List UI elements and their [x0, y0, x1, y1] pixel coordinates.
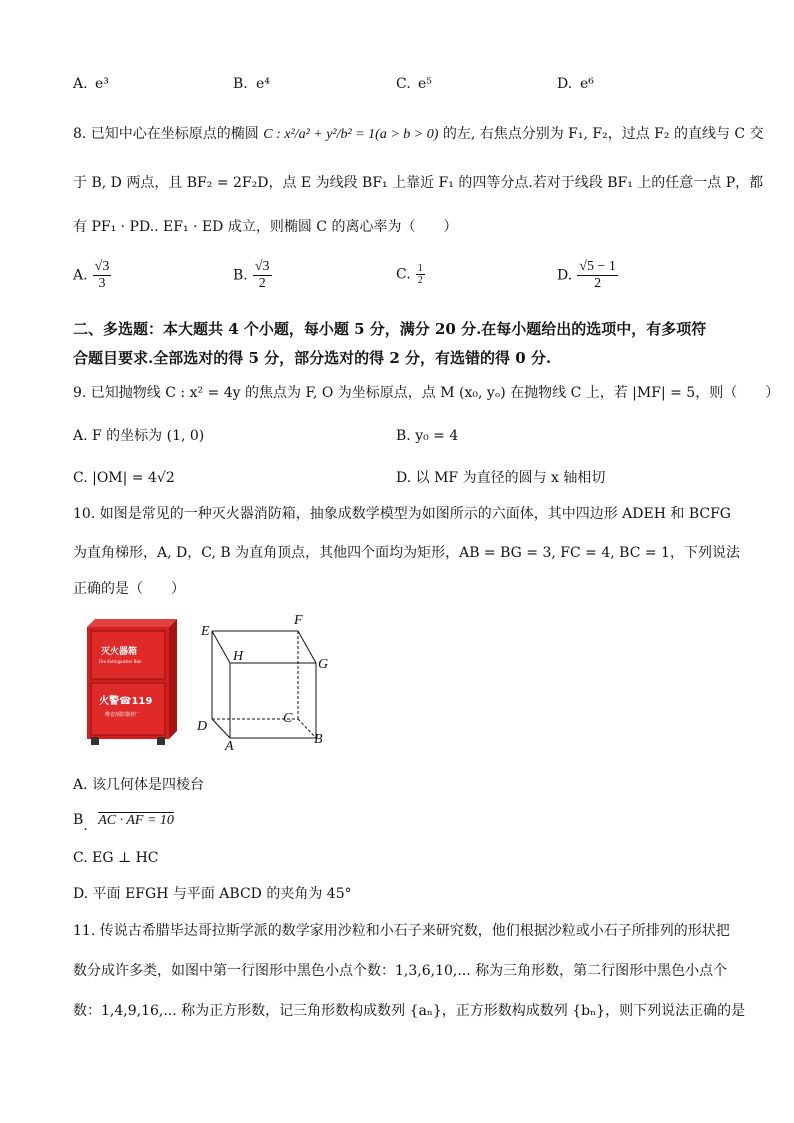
q11-line3: 数：1,4,9,16,... 称为正方形数，记三角形数构成数列 {aₙ}，正方形数构成数列 {bₙ}，则下列说法正确的是	[73, 1003, 746, 1019]
q10-line2: 为直角梯形，A, D，C, B 为直角顶点，其他四个面均为矩形，AB = BG = 3, FC = 4, BC = 1，下列说法	[73, 545, 740, 561]
q8-ellipse-eq: C : x²/a² + y²/b² = 1(a > b > 0)	[263, 127, 439, 142]
vertex-f: F	[294, 613, 303, 628]
q8-option-d: D. $\frac{√5 - 1}{2}$	[557, 259, 616, 291]
q11-line1: 11. 传说古希腊毕达哥拉斯学派的数学家用沙粒和小石子来研究数，他们根据沙粒或小石子所排列的形状把	[73, 923, 730, 939]
q9-option-c: C. |OM| = 4√2	[73, 470, 175, 486]
q10-option-b-dot: .	[83, 818, 88, 834]
vertex-h: H	[233, 649, 244, 664]
q9-option-a: A. F 的坐标为 (1, 0)	[73, 428, 205, 444]
q11-line2: 数分成许多类，如图中第一行图形中黑色小点个数：1,3,6,10,... 称为三角形数，第二行图形中黑色小点个	[73, 963, 728, 979]
q7-option-b: B.	[233, 76, 248, 92]
q10-option-b-label: B	[73, 812, 84, 828]
q9-option-b: B. y₀ = 4	[396, 428, 459, 444]
fire-box-maker: 维安消防器材厂	[105, 712, 141, 718]
q8-option-d-frac: $\frac{√5 - 1}{2}$	[579, 259, 616, 291]
vertex-a: A	[225, 739, 234, 754]
q7-option-b-value: e⁴	[256, 76, 270, 92]
q8-option-b: B. $\frac{√3}{2}$	[233, 259, 270, 291]
q8-line3: 有 PF₁ · PD.. EF₁ · ED 成立，则椭圆 C 的离心率为（ ）	[73, 219, 458, 235]
vertex-g: G	[318, 657, 329, 672]
vertex-c: C	[283, 711, 293, 726]
q8-option-c-frac: $\frac{1}{2}$	[417, 263, 423, 286]
fire-box-title: 灭火器箱	[101, 647, 138, 657]
q8-option-a-frac: $\frac{√3}{3}$	[94, 259, 110, 291]
hexahedron-diagram	[190, 610, 340, 760]
q10-option-c: C. EG ⊥ HC	[73, 850, 159, 866]
vertex-d: D	[197, 719, 208, 734]
q10-option-d: D. 平面 EFGH 与平面 ABCD 的夹角为 45°	[73, 886, 352, 902]
fire-box-phone: 火警☎119	[99, 696, 153, 707]
q10-line3: 正确的是（ ）	[73, 581, 185, 597]
q10-option-b	[73, 810, 174, 834]
section2-line1: 二、多选题：本大题共 4 个小题，每小题 5 分，满分 20 分.在每小题给出的选项中，有多项符	[73, 320, 707, 338]
q8-option-b-frac: $\frac{√3}{2}$	[254, 259, 270, 291]
q7-option-d-value: e⁶	[580, 76, 594, 92]
q10-option-b-expr: AC · AF = 10	[98, 813, 174, 828]
fire-extinguisher-box-image	[83, 617, 179, 747]
vertex-b: B	[314, 732, 323, 747]
q7-option-a-value: e³	[95, 76, 109, 92]
q7-option-c-value: e⁵	[418, 76, 432, 92]
fire-box-subtitle: Fire Extinguisher Box	[99, 659, 142, 664]
q10-option-a: A. 该几何体是四棱台	[73, 777, 205, 793]
q7-option-c: C.	[396, 76, 411, 92]
q9-option-d: D. 以 MF 为直径的圆与 x 轴相切	[396, 470, 606, 486]
q8-line2: 于 B, D 两点，且 BF₂ = 2F₂D，点 E 为线段 BF₁ 上靠近 F₁ 的四等分点.若对于线段 BF₁ 上的任意一点 P，都	[73, 175, 764, 191]
q7-option-d: D.	[557, 76, 573, 92]
q10-line1: 10. 如图是常见的一种灭火器消防箱，抽象成数学模型为如图所示的六面体，其中四边形 ADEH 和 BCFG	[73, 506, 731, 522]
fire-box-illustration	[83, 617, 179, 747]
q8-option-c: C. $\frac{1}{2}$	[396, 263, 423, 286]
vertex-e: E	[201, 624, 210, 639]
q7-option-a: A.	[73, 76, 88, 92]
q8-option-a: A. $\frac{√3}{3}$	[73, 259, 110, 291]
q8-line1-suffix: 的左, 右焦点分别为 F₁, F₂，过点 F₂ 的直线与 C 交	[442, 126, 764, 142]
q8-line1-prefix: 8. 已知中心在坐标原点的椭圆	[73, 126, 259, 142]
q9-stem: 9. 已知抛物线 C : x² = 4y 的焦点为 F, O 为坐标原点，点 M (x₀, yₒ) 在抛物线 C 上，若 |MF| = 5，则（ ）	[73, 385, 780, 401]
section2-line2: 合题目要求.全部选对的得 5 分，部分选对的得 2 分，有选错的得 0 分.	[73, 349, 552, 367]
q8-line1	[73, 124, 764, 145]
